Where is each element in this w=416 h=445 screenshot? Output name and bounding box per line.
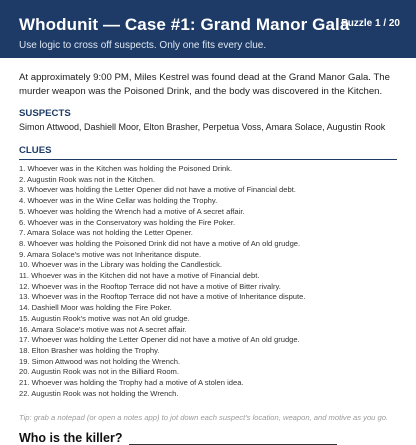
- clue-item: 22. Augustin Rook was not holding the Wrench.: [19, 388, 179, 398]
- clue-item: 19. Simon Attwood was not holding the Wrench.: [19, 356, 181, 366]
- clue-item: 14. Dashiell Moor was holding the Fire Poker.: [19, 303, 172, 313]
- clue-list: [19, 164, 397, 399]
- page-subtitle: Use logic to cross off suspects. Only one fits every clue.: [19, 40, 267, 51]
- killer-question: Who is the killer?: [19, 431, 123, 445]
- puzzle-counter: Puzzle 1 / 20: [341, 18, 400, 29]
- clue-item: 15. Augustin Rook's motive was not An old grudge.: [19, 313, 190, 323]
- clue-item: 18. Elton Brasher was holding the Trophy.: [19, 345, 160, 355]
- answer-blank-line: [129, 432, 337, 445]
- tip-text: Tip: grab a notepad (or open a notes app) to jot down each suspect's location, weapon, and motive as you go.: [19, 413, 389, 423]
- clue-item: 16. Amara Solace's motive was not A secret affair.: [19, 324, 187, 334]
- suspects-heading: SUSPECTS: [19, 108, 71, 119]
- case-intro: At approximately 9:00 PM, Miles Kestrel was found dead at the Grand Manor Gala. The murder weapon was the Poisoned Drink, and the body was discovered in the Kitchen.: [19, 72, 390, 97]
- clue-item: 17. Whoever was holding the Letter Opener did not have a motive of An old grudge.: [19, 335, 300, 345]
- clue-item: 11. Whoever was in the Kitchen did not have a motive of Financial debt.: [19, 271, 260, 281]
- clue-item: 4. Whoever was in the Wine Cellar was holding the Trophy.: [19, 196, 218, 206]
- clue-item: 2. Augustin Rook was not in the Kitchen.: [19, 174, 155, 184]
- clue-item: 1. Whoever was in the Kitchen was holding the Poisoned Drink.: [19, 164, 233, 173]
- page-title: Whodunit — Case #1: Grand Manor Gala: [19, 15, 350, 34]
- clue-item: 20. Augustin Rook was not in the Billiard Room.: [19, 367, 179, 377]
- suspects-list: Simon Attwood, Dashiell Moor, Elton Brasher, Perpetua Voss, Amara Solace, Augustin Rook: [19, 122, 386, 132]
- clue-item: 5. Whoever was holding the Wrench had a motive of A secret affair.: [19, 206, 245, 216]
- clue-item: 21. Whoever was holding the Trophy had a motive of A stolen idea.: [19, 378, 244, 388]
- clue-item: 3. Whoever was holding the Letter Opener did not have a motive of Financial debt.: [19, 185, 296, 195]
- clues-heading: CLUES: [19, 145, 397, 160]
- clue-item: 8. Whoever was holding the Poisoned Drink did not have a motive of An old grudge.: [19, 238, 301, 248]
- clue-item: 10. Whoever was in the Library was holding the Candlestick.: [19, 260, 223, 270]
- clue-item: 13. Whoever was in the Rooftop Terrace did not have a motive of Inheritance dispute.: [19, 292, 306, 302]
- clue-item: 7. Amara Solace was not holding the Letter Opener.: [19, 228, 193, 238]
- clue-item: 9. Amara Solace's motive was not Inheritance dispute.: [19, 249, 202, 259]
- clue-item: 6. Whoever was in the Conservatory was holding the Fire Poker.: [19, 217, 236, 227]
- answer-row: [19, 431, 397, 445]
- clue-item: 12. Whoever was in the Rooftop Terrace did not have a motive of Bitter rivalry.: [19, 281, 281, 291]
- puzzle-content: [0, 71, 416, 445]
- page-header: [0, 0, 416, 58]
